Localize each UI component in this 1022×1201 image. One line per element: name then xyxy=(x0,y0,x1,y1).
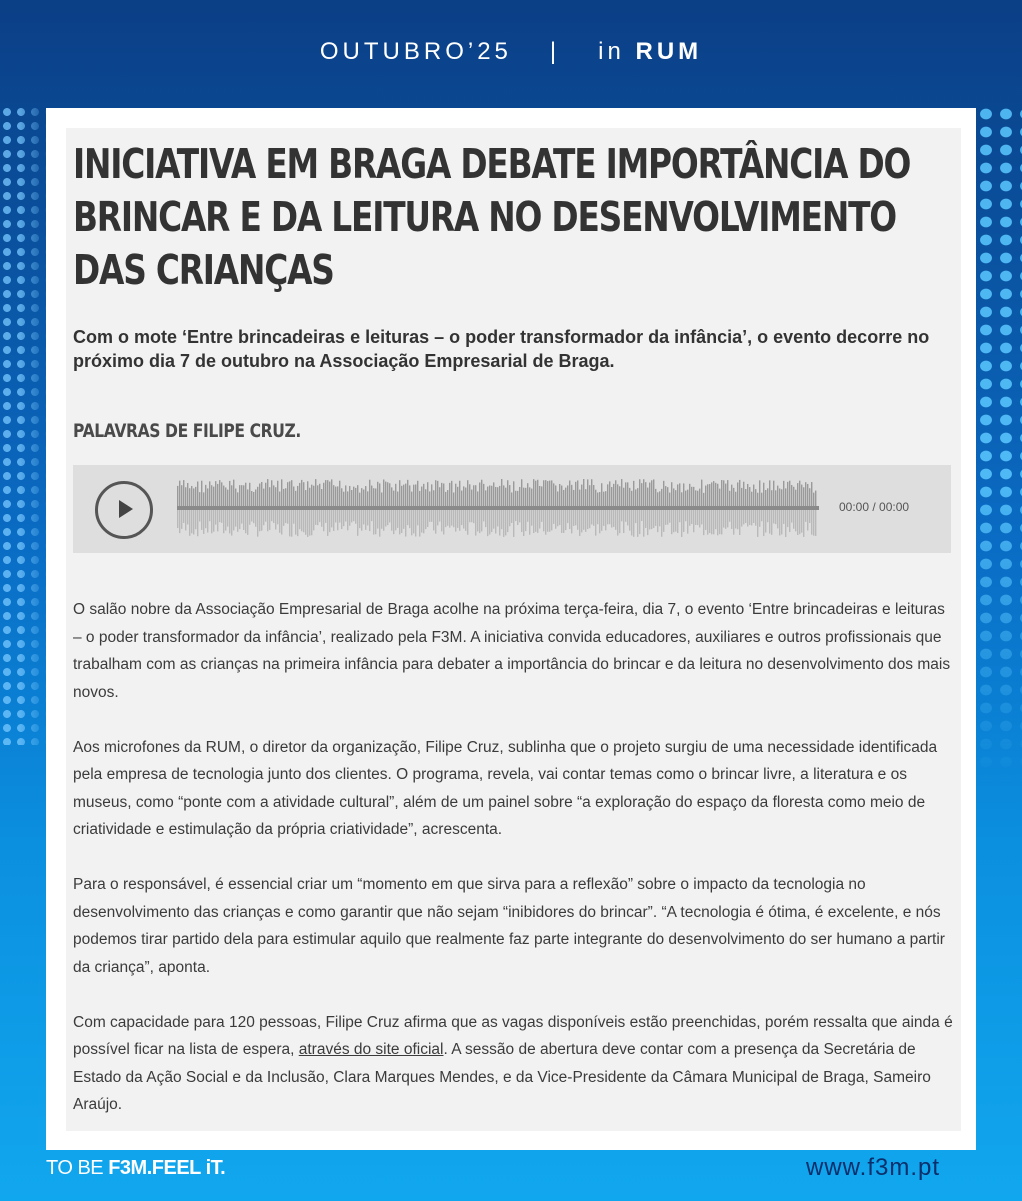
audio-time: 00:00 / 00:00 xyxy=(839,500,910,514)
header-in-label: in xyxy=(598,38,625,65)
official-site-link[interactable]: através do site oficial xyxy=(298,1041,444,1058)
article-panel xyxy=(66,128,961,1131)
halftone-decoration-left xyxy=(0,105,48,745)
header-outlet: RUM xyxy=(635,38,703,65)
article-title: INICIATIVA EM BRAGA DEBATE IMPORTÂNCIA DO BRINCAR E DA LEITURA NO DESENVOLVIMENTO DAS CRIANÇAS xyxy=(73,140,911,294)
article-lede: Com o mote ‘Entre brincadeiras e leituras – o poder transformador da infância’, o evento decorre no próximo dia 7 de outubro na Associação Empresarial de Braga. xyxy=(73,327,930,371)
article-paragraph-4 xyxy=(73,1009,953,1119)
audio-player xyxy=(73,465,951,553)
footer-website[interactable]: www.f3m.pt xyxy=(806,1154,941,1181)
article-paragraph-1: O salão nobre da Associação Empresarial de Braga acolhe na próxima terça-feira, dia 7, o evento ‘Entre brincadeiras e leituras – o poder transformador da infância’, realizado pela F3M. A iniciativa convida educadores, auxiliares e outros profissionais que trabalham com as crianças na primeira infância para debater a importância do brincar e da leitura no desenvolvimento dos mais novos. xyxy=(73,601,951,701)
paragraph-4-end: . A sessão de abertura deve contar com a presença da Secretária de Estado da Ação Social e da Inclusão, Clara Marques Mendes, e da Vice-Presidente da Câmara Municipal de Braga, Sameiro Araújo. xyxy=(73,1041,931,1113)
tagline-prefix: TO BE xyxy=(46,1157,104,1179)
play-button[interactable] xyxy=(95,481,153,539)
tagline-brand: F3M.FEEL iT. xyxy=(108,1157,226,1179)
header-separator: | xyxy=(549,38,561,65)
play-icon xyxy=(119,500,133,518)
article-paragraph-2: Aos microfones da RUM, o diretor da organização, Filipe Cruz, sublinha que o projeto surgiu de uma necessidade identificada pela empresa de tecnologia junto dos clientes. O programa, revela, vai contar temas como o brincar livre, a literatura e os museus, como “ponte com a atividade cultural”, além de um painel sobre “a exploração do espaço da floresta como meio de criatividade e estimulação da própria criatividade”, acrescenta. xyxy=(73,738,938,838)
paragraph-4-start: Com capacidade para 120 pessoas, Filipe Cruz afirma que as vagas disponíveis estão preenchidas, porém ressalta que ainda é possível ficar na lista de espera, xyxy=(73,1013,953,1058)
page-header xyxy=(0,38,1022,66)
article-paragraph-3: Para o responsável, é essencial criar um “momento em que sirva para a reflexão” sobre o impacto da tecnologia no desenvolvimento das crianças e como garantir que não sejam “inibidores do brincar”. “A tecnologia é ótima, é excelente, e nós podemos tirar partido dela para estimular aquilo que realmente faz parte integrante do desenvolvimento do ser humano a partir da criança”, aponta. xyxy=(73,876,945,976)
audio-waveform[interactable] xyxy=(177,475,819,541)
article-card xyxy=(46,108,976,1150)
footer-tagline xyxy=(46,1157,225,1180)
article-body xyxy=(73,596,953,1146)
header-month: OUTUBRO’25 xyxy=(319,38,512,65)
audio-caption: PALAVRAS DE FILIPE CRUZ. xyxy=(73,420,301,442)
halftone-decoration-right xyxy=(976,105,1022,785)
